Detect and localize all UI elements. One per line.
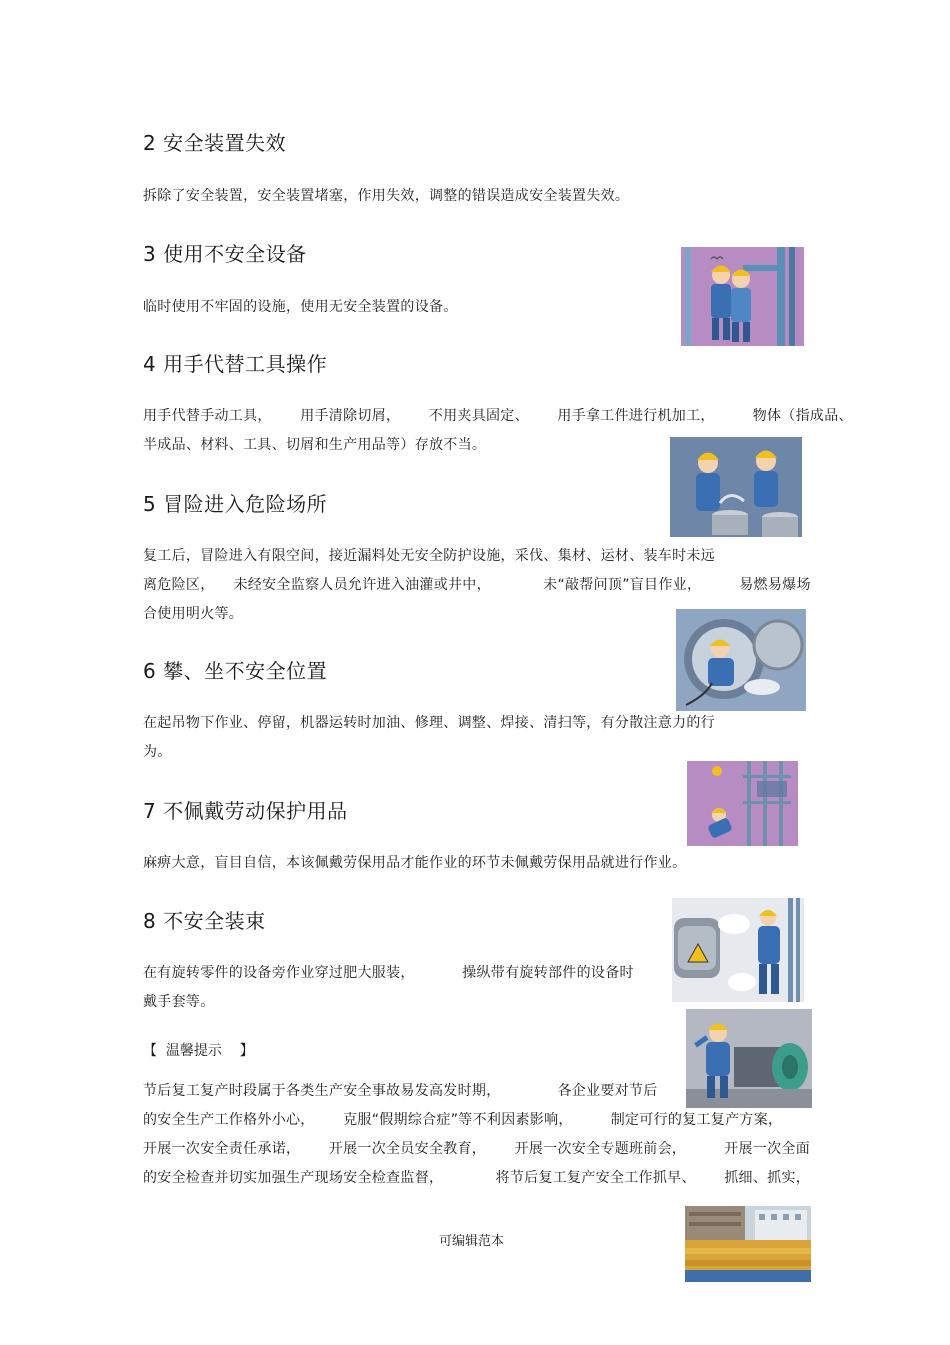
section-text-2-line-1: 拆除了安全装置，安全装置堵塞，作用失效，调整的错误造成安全装置失效。 [143, 188, 630, 204]
tip-text-line-3: 开展一次安全责任承诺， 开展一次全员安全教育， 开展一次安全专题班前会， 开展一次全面 [143, 1141, 811, 1157]
page-footer: 可编辑范本 [439, 1234, 505, 1249]
section-heading-2: 2 安全装置失效 [143, 131, 287, 155]
warm-tip-label: 【 温馨提示 】 [143, 1043, 254, 1059]
section-text-4-line-1: 用手代替手动工具， 用手清除切屑， 不用夹具固定、 用手拿工件进行机加工， 物体（指成品、 [143, 408, 853, 424]
workers-gas-barrels-illustration [670, 437, 802, 537]
section-text-6-line-2: 为。 [143, 744, 172, 760]
section-heading-6: 6 攀、坐不安全位置 [143, 659, 328, 683]
section-heading-7: 7 不佩戴劳动保护用品 [143, 799, 348, 823]
section-text-3-line-1: 临时使用不牢固的设施，使用无安全装置的设备。 [143, 299, 458, 315]
worker-in-tank-illustration [676, 609, 806, 711]
section-text-5-line-1: 复工后，冒险进入有限空间，接近漏料处无安全防护设施，采伐、集材、运材、装车时未远 [143, 548, 715, 564]
tip-text-line-2: 的安全生产工作格外小心， 克服“假期综合症”等不利因素影响， 制定可行的复工复产方案， [143, 1112, 783, 1128]
section-heading-8: 8 不安全装束 [143, 909, 266, 933]
workers-assembly-photo [685, 1206, 811, 1282]
section-text-6-line-1: 在起吊物下作业、停留，机器运转时加油、修理、调整、焊接、清扫等，有分散注意力的行 [143, 715, 715, 731]
section-text-4-line-2: 半成品、材料、工具、切屑和生产用品等）存放不当。 [143, 437, 487, 453]
worker-falling-scaffold-illustration [687, 761, 798, 846]
tip-text-line-4: 的安全检查并切实加强生产现场安全检查监督， 将节后复工复产安全工作抓早、 抓细、抓实， [143, 1170, 811, 1186]
section-heading-3: 3 使用不安全设备 [143, 242, 307, 266]
section-text-8-line-1: 在有旋转零件的设备旁作业穿过肥大服装， 操纵带有旋转部件的设备时 [143, 965, 634, 981]
tip-text-line-1: 节后复工复产时段属于各类生产安全事故易发高发时期， 各企业要对节后 [143, 1083, 658, 1099]
worker-steam-machine-illustration [672, 898, 804, 1002]
section-heading-4: 4 用手代替工具操作 [143, 352, 328, 376]
worker-rotating-machine-illustration [686, 1009, 812, 1108]
section-text-5-line-3: 合使用明火等。 [143, 606, 244, 622]
section-heading-5: 5 冒险进入危险场所 [143, 492, 328, 516]
section-text-8-line-2: 戴手套等。 [143, 994, 215, 1010]
two-workers-dizzy-illustration [681, 247, 804, 346]
section-text-5-line-2: 离危险区， 未经安全监察人员允许进入油灌或井中， 未“敲帮问顶”盲目作业， 易燃易爆场 [143, 577, 811, 593]
section-text-7-line-1: 麻痹大意，盲目自信，本该佩戴劳保用品才能作业的环节未佩戴劳保用品就进行作业。 [143, 855, 687, 871]
